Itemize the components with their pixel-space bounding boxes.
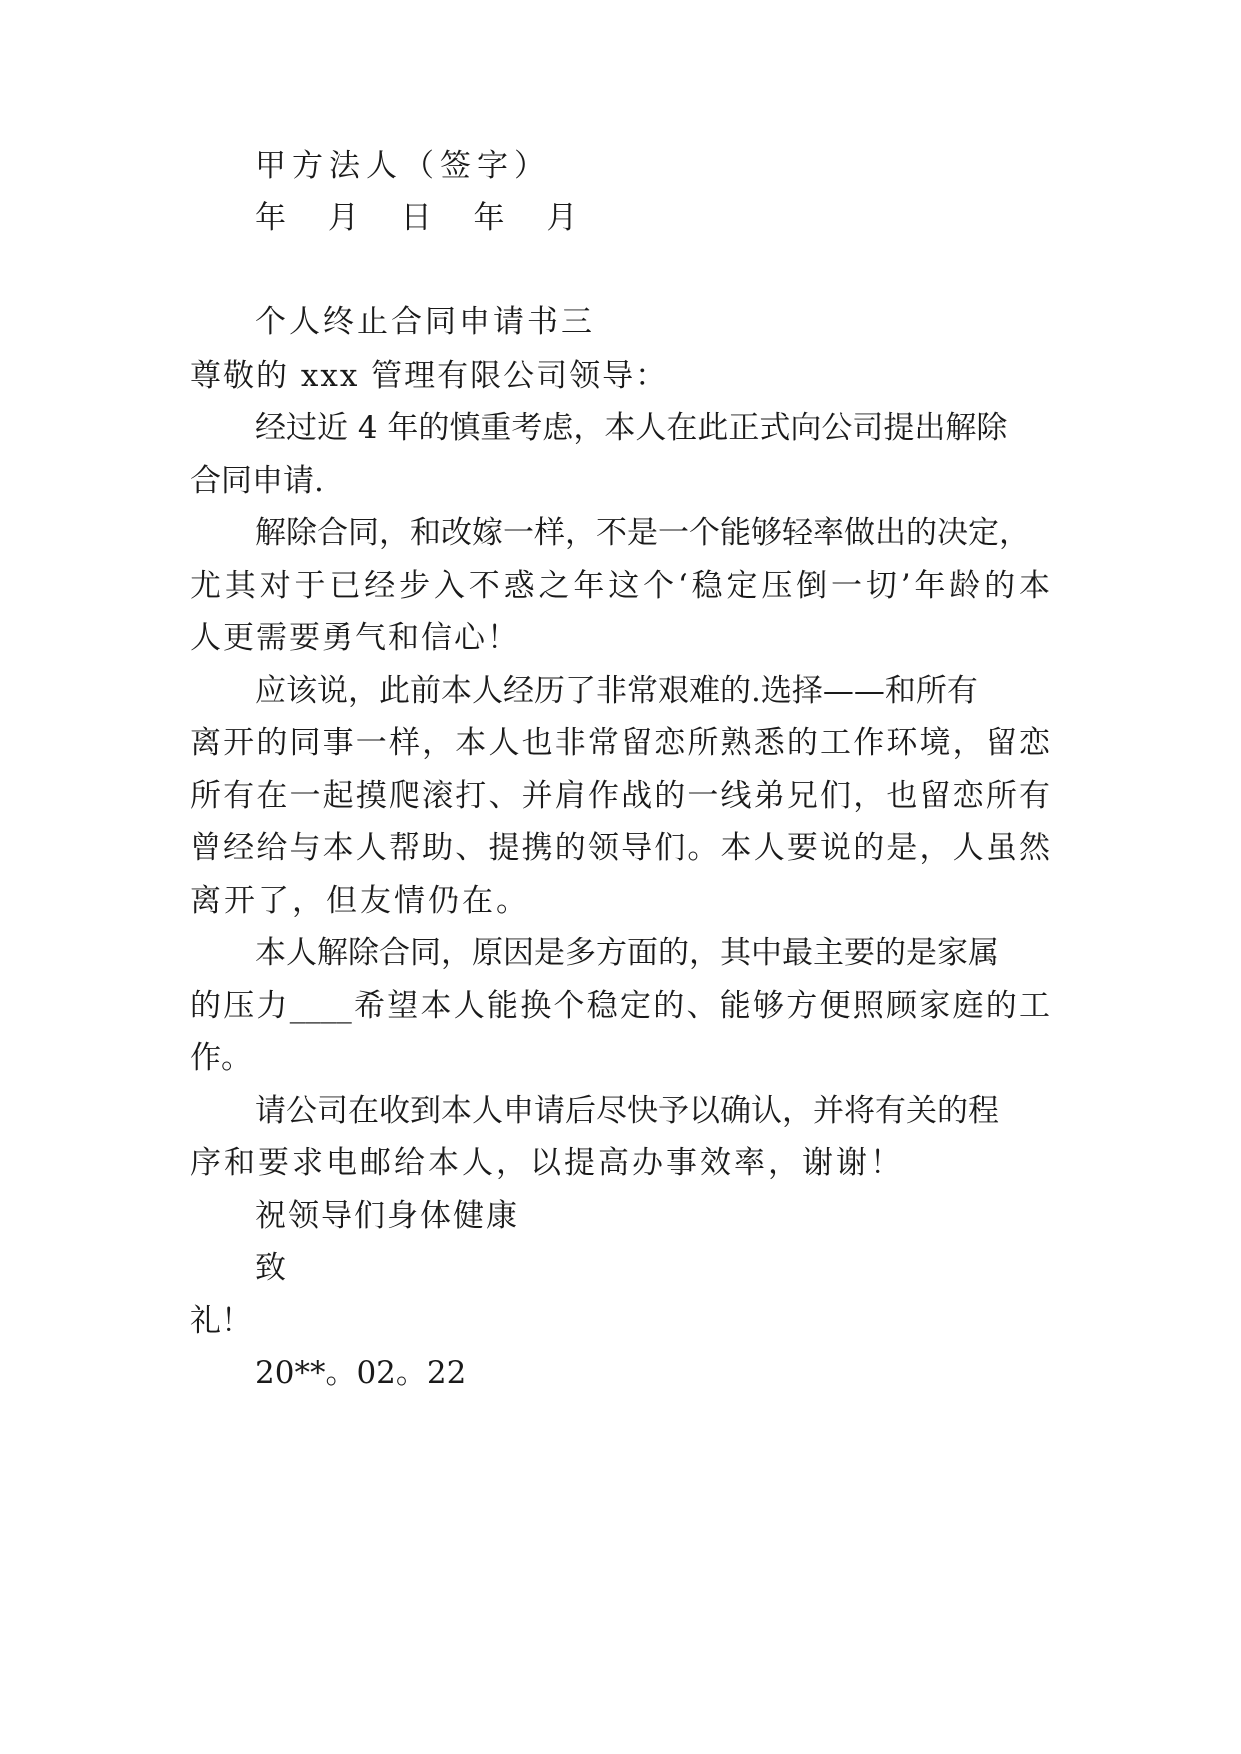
letter-date: 20**。02。22: [255, 1355, 467, 1391]
paragraph-line: 解除合同，和改嫁一样，不是一个能够轻率做出的决定，: [255, 515, 1030, 551]
signature-date-line: 年 月 日 年 月: [255, 200, 594, 236]
signature-label: 甲方法人（签字）: [255, 148, 551, 184]
closing-to: 致: [255, 1250, 286, 1286]
paragraph-line: 应该说，此前本人经历了非常艰难的.选择——和所有: [255, 673, 978, 709]
paragraph-line: 尤其对于已经步入不惑之年这个‘稳定压倒一切’年龄的本: [190, 568, 1050, 604]
closing-wish: 祝领导们身体健康: [255, 1198, 519, 1234]
letter-title: 个人终止合同申请书三: [255, 304, 595, 340]
paragraph-line: 人更需要勇气和信心！: [190, 620, 520, 656]
paragraph-line: 所有在一起摸爬滚打、并肩作战的一线弟兄们，也留恋所有: [190, 778, 1050, 814]
paragraph-line: 本人解除合同，原因是多方面的，其中最主要的是家属: [255, 935, 999, 971]
paragraph-line: 离开了，但友情仍在。: [190, 883, 530, 919]
closing-salute: 礼！: [190, 1303, 252, 1339]
paragraph-line: 合同申请.: [190, 463, 324, 499]
paragraph-line: 的压力____希望本人能换个稳定的、能够方便照顾家庭的工: [190, 988, 1050, 1024]
paragraph-line: 经过近 4 年的慎重考虑，本人在此正式向公司提出解除: [255, 410, 1008, 446]
paragraph-line: 曾经给与本人帮助、提携的领导们。本人要说的是，人虽然: [190, 830, 1050, 866]
paragraph-line: 序和要求电邮给本人，以提高办事效率，谢谢！: [190, 1145, 904, 1181]
paragraph-line: 离开的同事一样，本人也非常留恋所熟悉的工作环境，留恋: [190, 725, 1050, 761]
paragraph-line: 请公司在收到本人申请后尽快予以确认，并将有关的程: [255, 1093, 999, 1129]
letter-salutation: 尊敬的 xxx 管理有限公司领导：: [190, 358, 669, 394]
paragraph-line: 作。: [190, 1040, 252, 1076]
